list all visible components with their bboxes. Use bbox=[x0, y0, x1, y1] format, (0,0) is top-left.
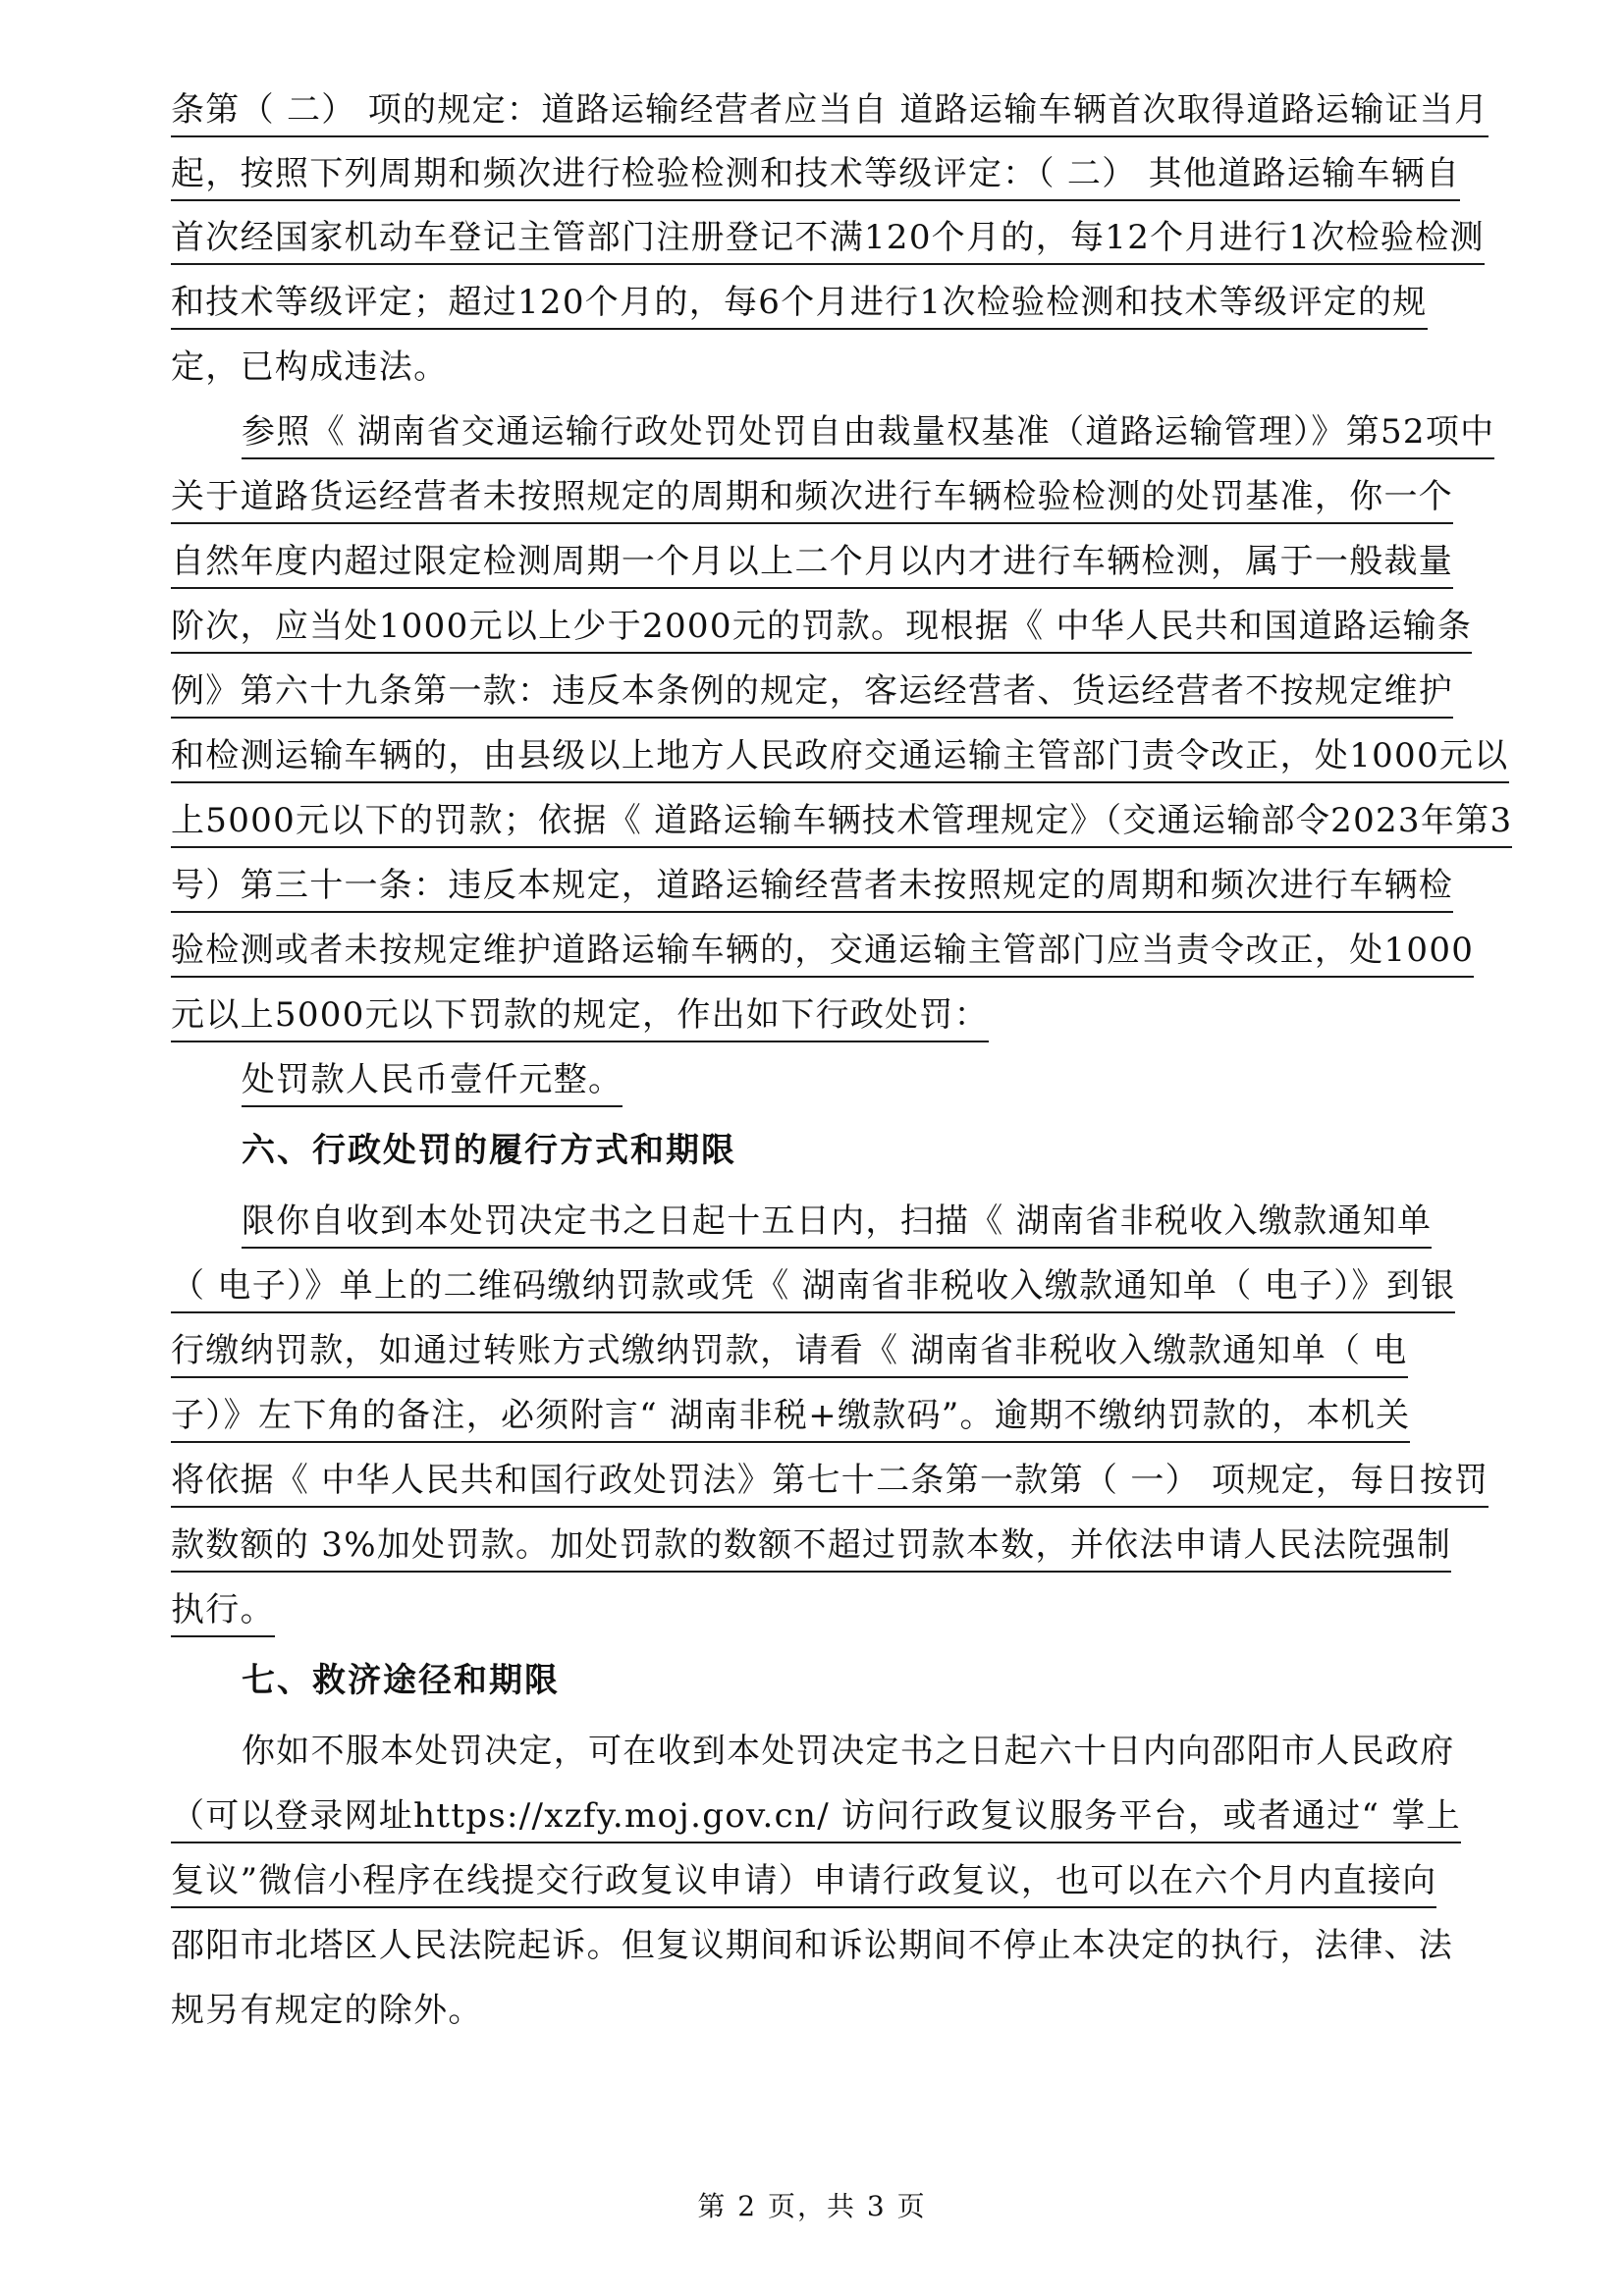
text-line: 将依据《 中华人民共和国行政处罚法》第七十二条第一款第（ 一） 项规定，每日按罚 bbox=[171, 1459, 1489, 1508]
text-line-indent: 参照《 湖南省交通运输行政处罚处罚自由裁量权基准（道路运输管理）》第52项中 bbox=[242, 410, 1494, 459]
text-line: 验检测或者未按规定维护道路运输车辆的，交通运输主管部门应当责令改正，处1000 bbox=[171, 929, 1474, 978]
text-line-indent: 你如不服本处罚决定，可在收到本处罚决定书之日起六十日内向邵阳市人民政府 bbox=[242, 1732, 1455, 1771]
section-heading: 六、行政处罚的履行方式和期限 bbox=[242, 1131, 736, 1170]
text-line: 和检测运输车辆的，由县级以上地方人民政府交通运输主管部门责令改正，处1000元以 bbox=[171, 734, 1509, 783]
page-number-footer: 第 2 页，共 3 页 bbox=[697, 2190, 927, 2222]
text-line: 关于道路货运经营者未按照规定的周期和频次进行车辆检验检测的处罚基准，你一个 bbox=[171, 475, 1453, 524]
text-line: 阶次，应当处1000元以上少于2000元的罚款。现根据《 中华人民共和国道路运输条 bbox=[171, 605, 1472, 654]
text-line: 元以上5000元以下罚款的规定，作出如下行政处罚： bbox=[171, 993, 989, 1042]
text-line: （ 电子）》单上的二维码缴纳罚款或凭《 湖南省非税收入缴款通知单（ 电子）》到银 bbox=[171, 1264, 1455, 1313]
text-line: （可以登录网址https://xzfy.moj.gov.cn/ 访问行政复议服务平台，或者通过“ 掌上 bbox=[171, 1794, 1461, 1843]
text-line-indent: 限你自收到本处罚决定书之日起十五日内，扫描《 湖南省非税收入缴款通知单 bbox=[242, 1200, 1432, 1249]
text-line: 规另有规定的除外。 bbox=[171, 1991, 483, 2030]
text-line: 号）第三十一条：违反本规定，道路运输经营者未按照规定的周期和频次进行车辆检 bbox=[171, 864, 1453, 913]
text-line: 条第（ 二） 项的规定：道路运输经营者应当自 道路运输车辆首次取得道路运输证当月 bbox=[171, 88, 1489, 137]
text-line: 自然年度内超过限定检测周期一个月以上二个月以内才进行车辆检测，属于一般裁量 bbox=[171, 540, 1453, 589]
text-line: 执行。 bbox=[171, 1588, 275, 1637]
text-line: 和技术等级评定；超过120个月的，每6个月进行1次检验检测和技术等级评定的规 bbox=[171, 281, 1428, 330]
text-line: 首次经国家机动车登记主管部门注册登记不满120个月的，每12个月进行1次检验检测 bbox=[171, 216, 1485, 265]
section-heading: 七、救济途径和期限 bbox=[242, 1661, 560, 1700]
text-line: 起，按照下列周期和频次进行检验检测和技术等级评定：（ 二） 其他道路运输车辆自 bbox=[171, 152, 1460, 201]
text-line: 行缴纳罚款，如通过转账方式缴纳罚款，请看《 湖南省非税收入缴款通知单（ 电 bbox=[171, 1329, 1408, 1378]
text-line: 子）》左下角的备注，必须附言“ 湖南非税+缴款码”。逾期不缴纳罚款的，本机关 bbox=[171, 1394, 1410, 1443]
text-line: 款数额的 3%加处罚款。加处罚款的数额不超过罚款本数，并依法申请人民法院强制 bbox=[171, 1523, 1451, 1573]
text-line: 邵阳市北塔区人民法院起诉。但复议期间和诉讼期间不停止本决定的执行，法律、法 bbox=[171, 1926, 1454, 1965]
text-line: 复议”微信小程序在线提交行政复议申请）申请行政复议，也可以在六个月内直接向 bbox=[171, 1859, 1436, 1908]
text-line: 上5000元以下的罚款；依据《 道路运输车辆技术管理规定》（交通运输部令2023年第3 bbox=[171, 799, 1512, 848]
text-line: 定，已构成违法。 bbox=[171, 347, 449, 387]
text-line: 例》第六十九条第一款：违反本条例的规定，客运经营者、货运经营者不按规定维护 bbox=[171, 669, 1453, 719]
penalty-amount-line: 处罚款人民币壹仟元整。 bbox=[242, 1058, 623, 1107]
